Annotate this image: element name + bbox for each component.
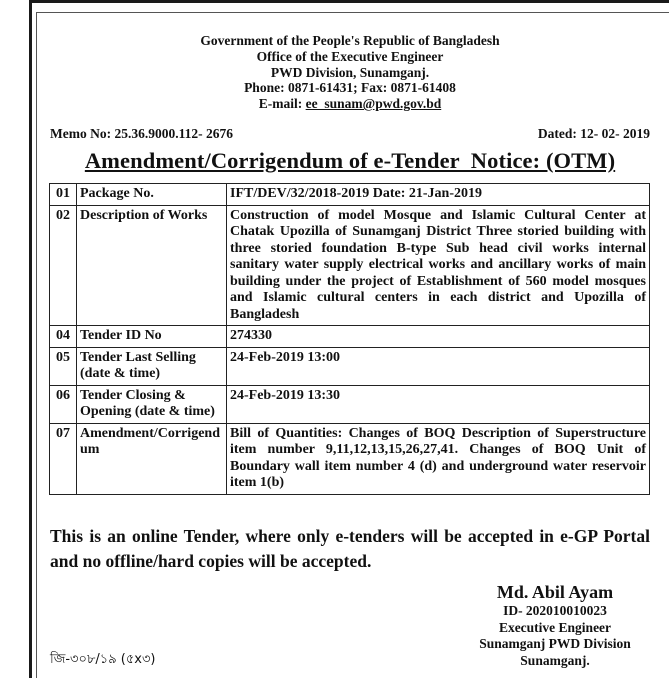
row-value: 274330 xyxy=(227,326,650,348)
memo-number: Memo No: 25.36.9000.112- 2676 xyxy=(50,126,233,141)
row-label: Description of Works xyxy=(77,205,227,326)
signatory-designation: Executive Engineer xyxy=(498,619,612,635)
row-label: Tender Closing & Opening (date & time) xyxy=(77,385,227,423)
signature-block xyxy=(440,581,669,669)
table-row xyxy=(50,385,650,423)
header-division: PWD Division, Sunamganj. xyxy=(270,64,430,80)
footer-code: জি-৩০৮/১৯ (৫x৩) xyxy=(50,652,156,667)
memo-date: Dated: 12- 02- 2019 xyxy=(537,126,650,141)
signatory-id: ID- 202010010023 xyxy=(503,603,607,618)
header-phone-fax: Phone: 0871-61431; Fax: 0871-61408 xyxy=(244,80,456,96)
email-label: E-mail: xyxy=(258,96,306,112)
table-row xyxy=(50,326,650,348)
row-value: Construction of model Mosque and Islamic Cultural Center at Chatak Upozilla of Sunamganj District Three storied building with three storied foundation B-type Sub head civil works internal sanitary water supply electrical works and ancillary works of main building under the project of Establishment of 560 model mosques and Islamic cultural centers in each district and Upozilla of Bangladesh xyxy=(227,205,650,326)
row-value: Bill of Quantities: Changes of BOQ Description of Superstructure item number 9,11,12,13,15,26,27,41. Changes of BOQ Unit of Boundary wall item number 4 (d) and underground water reservoir item 1(b) xyxy=(227,423,650,494)
signatory-office: Sunamganj PWD Division xyxy=(479,636,631,651)
table-row xyxy=(50,423,650,494)
row-value: 24-Feb-2019 13:00 xyxy=(227,347,650,385)
table-row xyxy=(50,347,650,385)
row-number: 01 xyxy=(50,184,77,206)
online-tender-note: This is an online Tender, where only e-tenders will be accepted in e-GP Portal and no offline/hard copies will be accepted. xyxy=(50,526,650,571)
table-row xyxy=(50,205,650,326)
row-label: Amendment/Corrigendum xyxy=(77,423,227,494)
row-number: 04 xyxy=(50,326,77,348)
memo-row xyxy=(50,126,650,142)
header-government: Government of the People's Republic of Bangladesh xyxy=(200,33,500,48)
signatory-name: Md. Abil Ayam xyxy=(496,582,614,602)
row-number: 07 xyxy=(50,423,77,494)
row-number: 06 xyxy=(50,385,77,423)
signatory-place: Sunamganj. xyxy=(520,652,590,668)
header-office: Office of the Executive Engineer xyxy=(256,48,444,64)
letterhead xyxy=(40,33,660,112)
row-label: Package No. xyxy=(77,184,227,206)
row-label: Tender Last Selling (date & time) xyxy=(77,347,227,385)
header-email xyxy=(40,96,660,112)
row-value: IFT/DEV/32/2018-2019 Date: 21-Jan-2019 xyxy=(227,184,650,206)
row-number: 05 xyxy=(50,347,77,385)
tender-details-table xyxy=(49,183,650,495)
email-link[interactable]: ee_sunam@pwd.gov.bd xyxy=(305,96,442,112)
row-value: 24-Feb-2019 13:30 xyxy=(227,385,650,423)
row-number: 02 xyxy=(50,205,77,326)
table-row xyxy=(50,184,650,206)
notice-title: Amendment/Corrigendum of e-Tender Notice: (OTM) xyxy=(84,148,616,173)
row-label: Tender ID No xyxy=(77,326,227,348)
